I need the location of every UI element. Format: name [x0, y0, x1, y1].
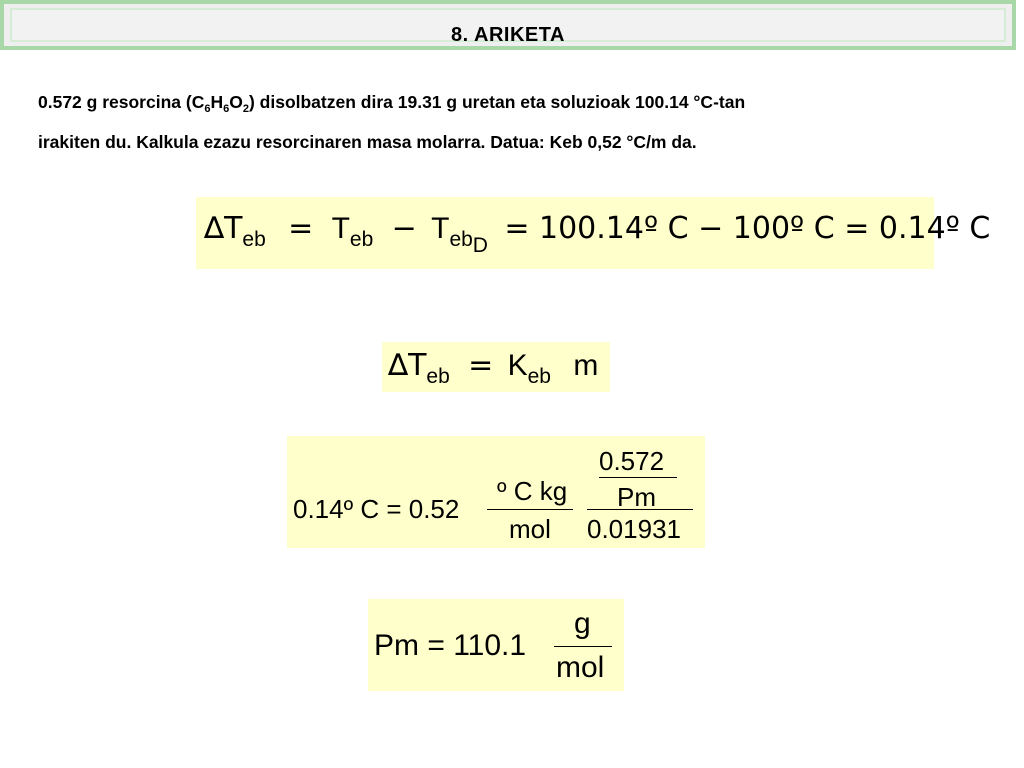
subscript: eb	[426, 365, 450, 388]
problem-text-a: 0.572 g resorcina (C	[38, 92, 205, 112]
problem-line-2: irakiten du. Kalkula ezazu resorcinaren masa molarra. Datua: Keb 0,52 °C/m da.	[38, 132, 697, 152]
eq3-unit-num: º C kg	[497, 476, 568, 506]
fraction-bar	[599, 477, 677, 478]
subscript: 2	[242, 103, 249, 115]
problem-text-b: ) disolbatzen dira 19.31 g uretan eta soluzioak 100.14 °C-tan	[248, 92, 746, 112]
eq3-mass: 0.572	[599, 446, 665, 476]
subscript: 6	[204, 103, 211, 115]
eq3-pm: Pm	[617, 482, 656, 512]
subscript: eb	[242, 228, 266, 251]
slide-title: 8. ARIKETA	[451, 24, 565, 46]
eq1-result: = 100.14º C − 100º C = 0.14º C	[504, 211, 991, 246]
eq4-unit-den: mol	[556, 651, 605, 684]
equation-keb-m	[382, 342, 610, 392]
fraction-bar	[554, 646, 612, 647]
eq3-unit-den: mol	[509, 514, 551, 544]
subscript: eb	[527, 365, 551, 388]
title-bar	[0, 0, 1016, 50]
eq4-unit-num: g	[574, 607, 591, 640]
equation-molar-mass-result	[368, 599, 624, 691]
eq3-lhs: 0.14º C = 0.52	[293, 494, 460, 524]
eq1-row	[204, 211, 991, 257]
delta-t: ∆T	[388, 348, 427, 383]
delta-t: ∆T	[204, 211, 243, 246]
eq4-lhs: Pm = 110.1	[374, 629, 527, 662]
subscript: eb	[349, 228, 374, 251]
fraction-bar	[487, 509, 573, 510]
equals-sign: =	[288, 211, 314, 246]
m-symbol: m	[573, 349, 599, 382]
problem-statement	[38, 82, 1018, 162]
subscript: 6	[223, 103, 230, 115]
t-symbol: T	[331, 212, 350, 245]
subscript: eb	[449, 228, 473, 251]
subscript-d: D	[472, 234, 488, 257]
k-symbol: K	[507, 349, 528, 382]
t-symbol: T	[431, 212, 450, 245]
problem-line-1	[38, 82, 1018, 122]
fraction-bar	[587, 509, 693, 510]
minus-sign: −	[391, 211, 417, 246]
eq2-row	[388, 348, 599, 388]
equation-boiling-point-elevation	[196, 197, 991, 269]
equation-substitution	[287, 436, 705, 548]
equals-sign: =	[468, 348, 494, 383]
eq3-solvent-mass: 0.01931	[587, 514, 681, 544]
problem-text-h: H	[210, 92, 224, 112]
problem-text-o: O	[229, 92, 243, 112]
